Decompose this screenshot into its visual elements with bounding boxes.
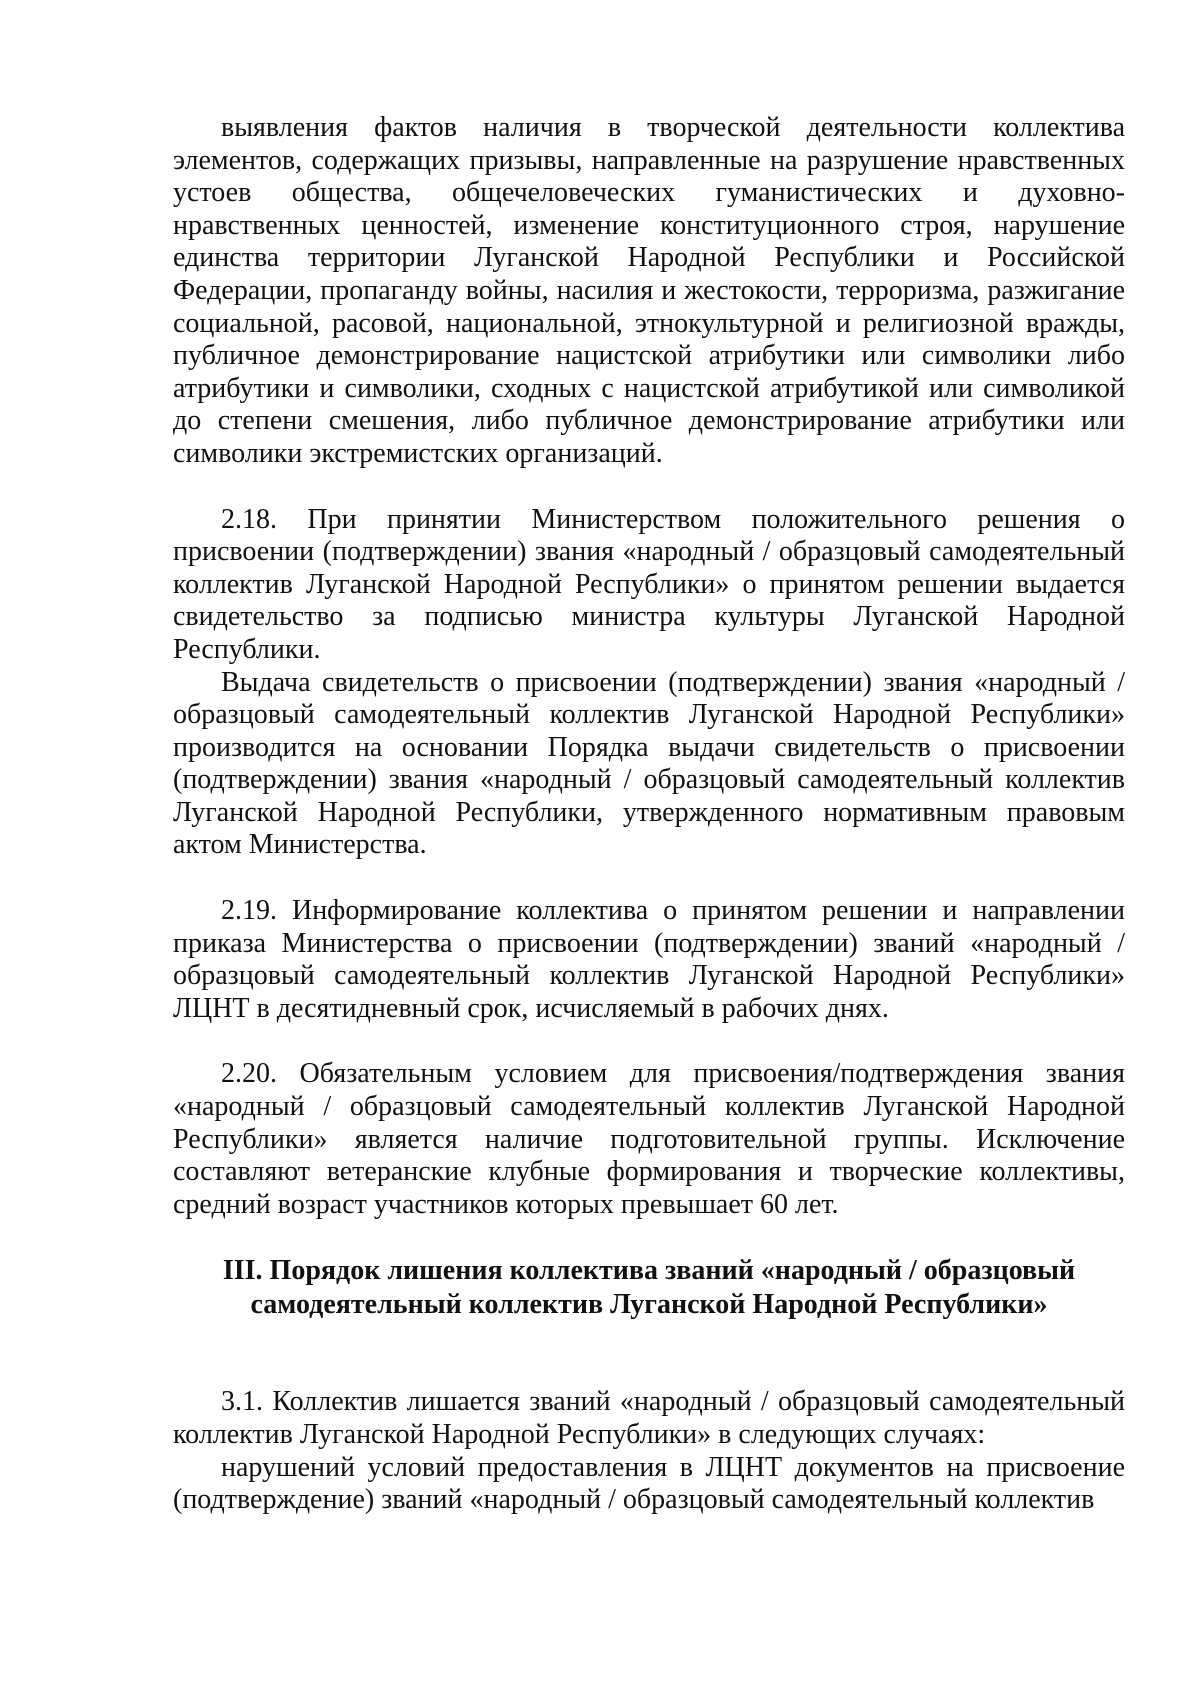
paragraph-3-1: 3.1. Коллектив лишается званий «народный / образцовый самодеятельный коллектив Луганской Народной Республики» в следующих случаях: [173, 1386, 1125, 1450]
section-heading-line-1: III. Порядок лишения коллектива званий «народный / образцовый [222, 1255, 1076, 1287]
paragraph-gap [173, 471, 1125, 504]
paragraph-gap [173, 1221, 1125, 1254]
paragraph-gap [173, 1025, 1125, 1058]
document-body [173, 112, 1125, 1517]
paragraph-gap [173, 862, 1125, 895]
paragraph-2-20: 2.20. Обязательным условием для присвоения/подтверждения звания «народный / образцовый самодеятельный коллектив Луганской Народной Республики» является наличие подготовительной группы. Исключение составляют ветеранские клубные формирования и творческие коллективы, средний возраст участников которых превышает 60 лет. [173, 1058, 1125, 1220]
paragraph-2-18-certificates: Выдача свидетельств о присвоении (подтверждении) звания «народный / образцовый самодеятельный коллектив Луганской Народной Республики» производится на основании Порядка выдачи свидетельств о присвоении (подтверждении) звания «народный / образцовый самодеятельный коллектив Луганской Народной Республики, утвержденного нормативным правовым актом Министерства. [173, 666, 1125, 861]
paragraph-2-18: 2.18. При принятии Министерством положительного решения о присвоении (подтверждении) звания «народный / образцовый самодеятельный коллектив Луганской Народной Республики» о принятом решении выдается свидетельство за подписью министра культуры Луганской Народной Республики. [173, 503, 1125, 665]
paragraph-3-1-violations: нарушений условий предоставления в ЛЦНТ документов на присвоение (подтверждение) званий «народный / образцовый самодеятельный коллектив [173, 1451, 1125, 1516]
paragraph-list-item-continuation: выявления фактов наличия в творческой деятельности коллектива элементов, содержащих призывы, направленные на разрушение нравственных устоев общества, общечеловеческих гуманистических и духовно-нравственных ценностей, изменение конституционного строя, нарушение единства территории Луганской Народной Республики и Российской Федерации, пропаганду войны, насилия и жестокости, терроризма, разжигание социальной, расовой, национальной, этнокультурной и религиозной вражды, публичное демонстрирование нацистской атрибутики или символики либо атрибутики и символики, сходных с нацистской атрибутикой или символикой до степени смешения, либо публичное демонстрирование атрибутики или символики экстремистских организаций. [173, 112, 1125, 469]
paragraph-gap [173, 1322, 1125, 1386]
paragraph-2-19: 2.19. Информирование коллектива о принятом решении и направлении приказа Министерства о присвоении (подтверждении) званий «народный / образцовый самодеятельный коллектив Луганской Народной Республики» ЛЦНТ в десятидневный срок, исчисляемый в рабочих днях. [173, 895, 1125, 1024]
section-heading-line-2: самодеятельный коллектив Луганской Народной Республики» [250, 1289, 1048, 1321]
